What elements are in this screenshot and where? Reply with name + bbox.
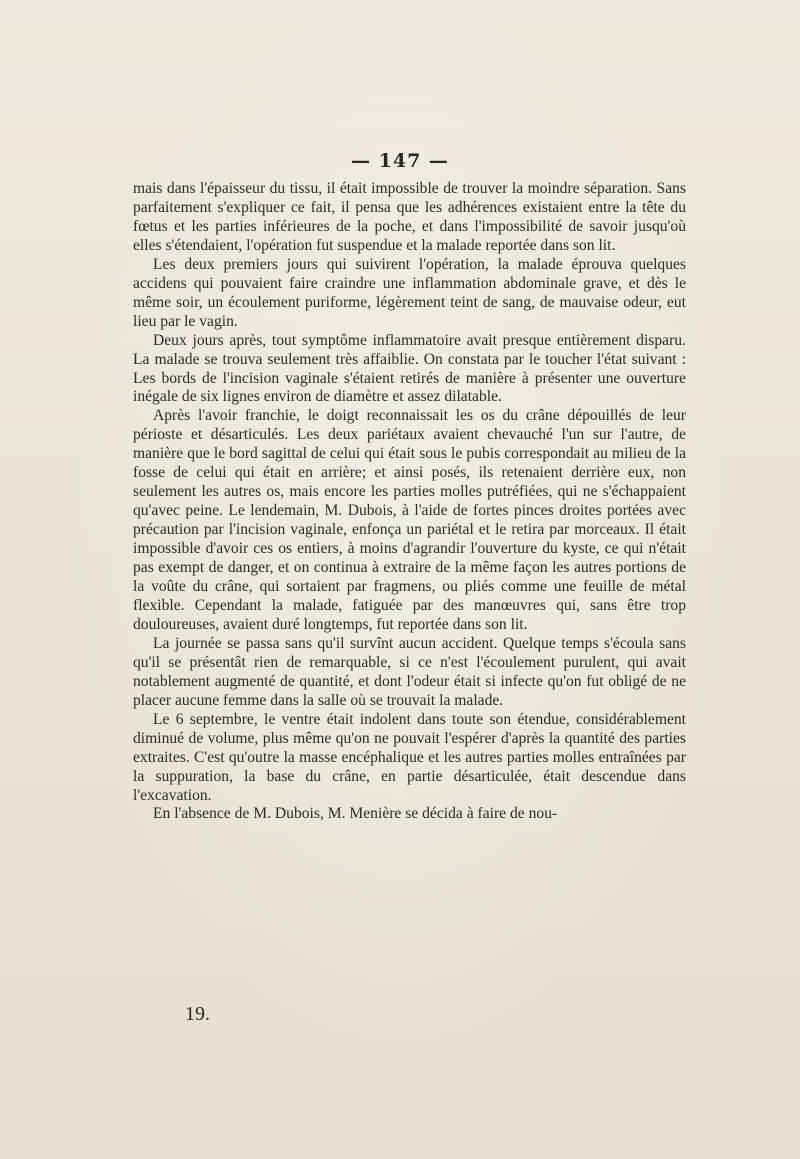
paragraph-last: En l'absence de M. Dubois, M. Menière se décida à faire de nou-: [153, 805, 558, 823]
page-number: — 147 —: [351, 150, 449, 172]
paragraph: Après l'avoir franchie, le doigt reconnaissait les os du crâne dépouillés de leur périoste et désarticulés. Les deux pariétaux avaient chevauché l'un sur l'autre, de manière que le bord sagittal de celui qui était sous le pubis correspondait au milieu de la fosse de celui qui était en arrière; et ainsi posés, ils retenaient derrière eux, non seulement les autres os, mais encore les parties molles putréfiées, qui ne s'échappaient qu'avec peine. Le lendemain, M. Dubois, à l'aide de fortes pinces droites portées avec précaution par l'incision vaginale, enfonça un pariétal et le retira par morceaux. Il était impossible d'avoir ces os entiers, à moins d'agrandir l'ouverture du kyste, ce qui n'était pas exempt de danger, et on continua à extraire de la même façon les autres portions de la voûte du crâne, qui sortaient par fragmens, ou pliés comme une feuille de métal flexible. Cependant la malade, fatiguée par des manœuvres qui, sans être trop douloureuses, avaient duré longtemps, fut reportée dans son lit.: [133, 407, 686, 633]
signature-mark: 19.: [185, 1003, 210, 1025]
paragraph-continuation: mais dans l'épaisseur du tissu, il était impossible de trouver la moindre séparation. Sans parfaitement s'expliquer ce fait, il pensa que les adhérences existaient entre la tête du fœtus et les parties inférieures de la poche, et dans l'impossibilité de savoir jusqu'où elles s'étendaient, l'opération fut suspendue et la malade reportée dans son lit.: [133, 180, 686, 254]
paragraph: Deux jours après, tout symptôme inflammatoire avait presque entièrement disparu. La malade se trouva seulement très affaiblie. On constata par le toucher l'état suivant : Les bords de l'incision vaginale s'étaient retirés de manière à présenter une ouverture inégale de six lignes environ de diamètre et assez dilatable.: [133, 331, 686, 406]
body-text: [133, 180, 686, 824]
paragraph: Le 6 septembre, le ventre était indolent dans toute son étendue, considérablement diminué de volume, plus même qu'on ne pouvait l'espérer d'après la quantité des parties extraites. C'est qu'outre la masse encéphalique et les autres parties molles entraînées par la suppuration, la base du crâne, en partie désarticulée, était descendue dans l'excavation.: [133, 710, 686, 804]
paragraph: La journée se passa sans qu'il survînt aucun accident. Quelque temps s'écoula sans qu'il se présentât rien de remarquable, si ce n'est l'écoulement purulent, qui avait notablement augmenté de quantité, et dont l'odeur était si infecte qu'on fut obligé de ne placer aucune femme dans la salle où se trouvait la malade.: [133, 634, 686, 709]
paragraph: Les deux premiers jours qui suivirent l'opération, la malade éprouva quelques accidens qui pouvaient faire craindre une inflammation abdominale grave, et dès le même soir, un écoulement puriforme, légèrement teint de sang, de mauvaise odeur, eut lieu par le vagin.: [133, 255, 686, 330]
